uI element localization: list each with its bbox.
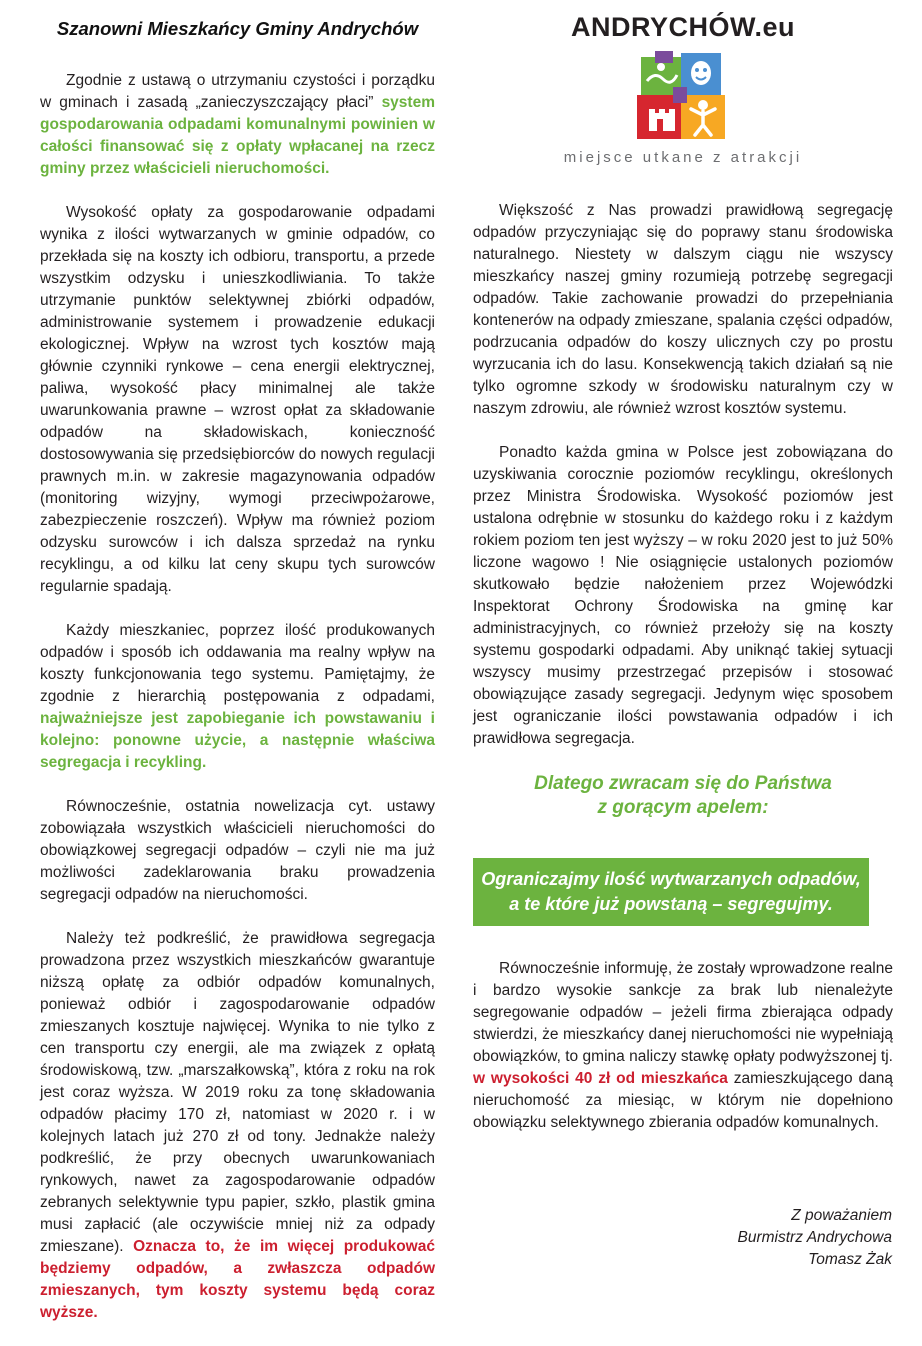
signature-block — [738, 1205, 892, 1271]
paragraph-hierarchy: Każdy mieszkaniec, poprzez ilość produkowanych odpadów i sposób ich oddawania ma realny wpływ na koszty funkcjonowania tego systemu. Pamiętajmy, że zgodnie z hierarchią postępowania z odpadami, najważniejsze jest zapobieganie ich powstawaniu i kolejno: ponowne użycie, a następnie właściwa segregacja i recykling. — [40, 622, 435, 771]
signature-closing: Z poważaniem — [791, 1207, 892, 1224]
right-column — [473, 12, 893, 1156]
highlight-penalty-rate: w wysokości 40 zł od mieszkańca — [473, 1070, 728, 1087]
andrychow-logo — [473, 12, 893, 166]
paragraph-amendment: Równocześnie, ostatnia nowelizacja cyt. ustawy zobowiązała wszystkich właścicieli nieruchomości do obowiązkowej segregacji odpadów – czyli nie ma już możliwości zadeklarowania braku prowadzenia segregacji odpadów na nieruchomości. — [40, 798, 435, 903]
highlight-costs-rise: Oznacza to, że im więcej produkować będziemy odpadów, a zwłaszcza odpadów zmieszanych, tym koszty systemu będą coraz wyższe. — [40, 1238, 435, 1321]
paragraph-law: Zgodnie z ustawą o utrzymaniu czystości i porządku w gminach i zasadą „zanieczyszczający płaci” system gospodarowania odpadami komunalnymi powinien w całości finansować się z opłaty wpłacanej na rzecz gminy przez właścicieli nieruchomości. — [40, 72, 435, 177]
logo-tagline: miejsce utkane z atrakcji — [563, 149, 803, 166]
appeal-banner: Ograniczajmy ilość wytwarzanych odpadów, a te które już powstaną – segregujmy. — [473, 858, 869, 926]
logo-title: ANDRYCHÓW.eu — [570, 12, 795, 42]
left-column — [40, 18, 435, 1346]
paragraph-recycling-levels: Ponadto każda gmina w Polsce jest zobowiązana do uzyskiwania corocznie poziomów recyklingu, określonych przez Ministra Środowiska. Wysokość poziomów jest ustalona odrębnie w stosunku do każdego roku i z każdym rokiem poziom ten jest wyższy – w roku 2020 jest to już 50% liczone wagowo ! Nie osiągnięcie ustalonych poziomów skutkowało będzie nałożeniem przez Wojewódzki Inspektorat Ochrony Środowiska na gminę kar administracyjnych, co również przełoży się na koszty systemu gospodarki odpadami. Aby uniknąć takiej sytuacji wszyscy musimy przestrzegać przepisów i stosować obowiązujące zasady segregacji. Jedynym więc sposobem jest ograniczanie ilości powstawania odpadów i ich prawidłowa segregacja. — [473, 444, 893, 747]
highlight-financing: system gospodarowania odpadami komunalnymi powinien w całości finansować się z opłaty wpłacanej na rzecz gminy przez właścicieli nieruchomości. — [40, 94, 435, 177]
paragraph-segregation-state: Większość z Nas prowadzi prawidłową segregację odpadów przyczyniając się do poprawy stanu środowiska naturalnego. Niestety w dalszym ciągu nie wszyscy mieszkańcy naszej gminy rozumieją potrzebę segregacji odpadów. Takie zachowanie prowadzi do przepełniania kontenerów na odpady zmieszane, spalania części odpadów, podrzucania odpadów do koszy ulicznych czy po prostu wyrzucania ich do lasu. Konsekwencją takich działań są nie tylko ogromne szkody w środowisku naturalnym czy w naszym zdrowiu, ale również wzrost kosztów systemu. — [473, 202, 893, 417]
paragraph-costs: Należy też podkreślić, że prawidłowa segregacja prowadzona przez wszystkich mieszkańców gwarantuje niższą opłatę za odbiór odpadów komunalnych, ponieważ odbiór i zagospodarowanie odpadów zmieszanych kosztuje najwięcej. Wynika to nie tylko z cen transportu czy energii, ale ma związek z opłatą środowiskową, tzw. „marszałkowską”, która z roku na rok jest coraz wyższa. W 2019 roku za tonę składowania odpadów płacimy 170 zł, natomiast w 2020 r. i w kolejnych latach już 270 zł od tony. Jednakże należy podkreślić, że przy obecnych uwarunkowaniach rynkowych, nawet za zagospodarowanie odpadów zebranych selektywnie typu papier, szkło, plastik gmina musi zapłacić (ale oczywiście mniej niż za odpady zmieszane). Oznacza to, że im więcej produkować będziemy odpadów, a zwłaszcza odpadów zmieszanych, tym koszty systemu będą coraz wyższe. — [40, 930, 435, 1321]
signature-name: Tomasz Żak — [808, 1251, 892, 1268]
logo-mosaic-icon — [633, 51, 733, 143]
highlight-prevention: najważniejsze jest zapobieganie ich powstawaniu i kolejno: ponowne użycie, a następnie właściwa segregacja i recykling. — [40, 710, 435, 771]
appeal-heading: Dlatego zwracam się do Państwa z gorącym apelem: — [534, 773, 832, 818]
signature-title: Burmistrz Andrychowa — [737, 1229, 892, 1246]
letter-greeting: Szanowni Mieszkańcy Gminy Andrychów — [56, 18, 419, 39]
paragraph-sanctions: Równocześnie informuję, że zostały wprowadzone realne i bardzo wysokie sankcje za brak lub nienależyte segregowanie odpadów – jeżeli firma zbierająca odpady stwierdzi, że mieszkańcy danej nieruchomości nie wypełniają obowiązków, to gmina naliczy stawkę opłaty podwyższonej tj. w wysokości 40 zł od mieszkańca zamieszkującego daną nieruchomość za miesiąc, w którym nie dopełniono obowiązku selektywnego zbierania odpadów komunalnych. — [473, 960, 893, 1131]
paragraph-fee-amount: Wysokość opłaty za gospodarowanie odpadami wynika z ilości wytwarzanych w gminie odpadów, co przekłada się na koszty ich odbioru, transportu, a przede wszystkim odzysku i unieszkodliwiania. To także utrzymanie punktów selektywnej zbiórki odpadów, administrowanie systemem i prowadzenie edukacji ekologicznej. Wpływ na wzrost tych kosztów mają głównie czynniki rynkowe – cena energii elektrycznej, paliwa, wysokość płacy minimalnej ale także uwarunkowania prawne – wzrost opłat za składowanie odpadów na składowiskach, konieczność dostosowywania się przedsiębiorców do nowych regulacji prawnych m.in. w zakresie magazynowania odpadów (monitoring wizyjny, wymogi przeciwpożarowe, zabezpieczenie roszczeń). Wpływ ma również poziom odzysku surowców i ich dalsza sprzedaż na rynku recyklingu, a od kilku lat ceny skupu tych surowców regularnie spadają. — [40, 204, 435, 595]
